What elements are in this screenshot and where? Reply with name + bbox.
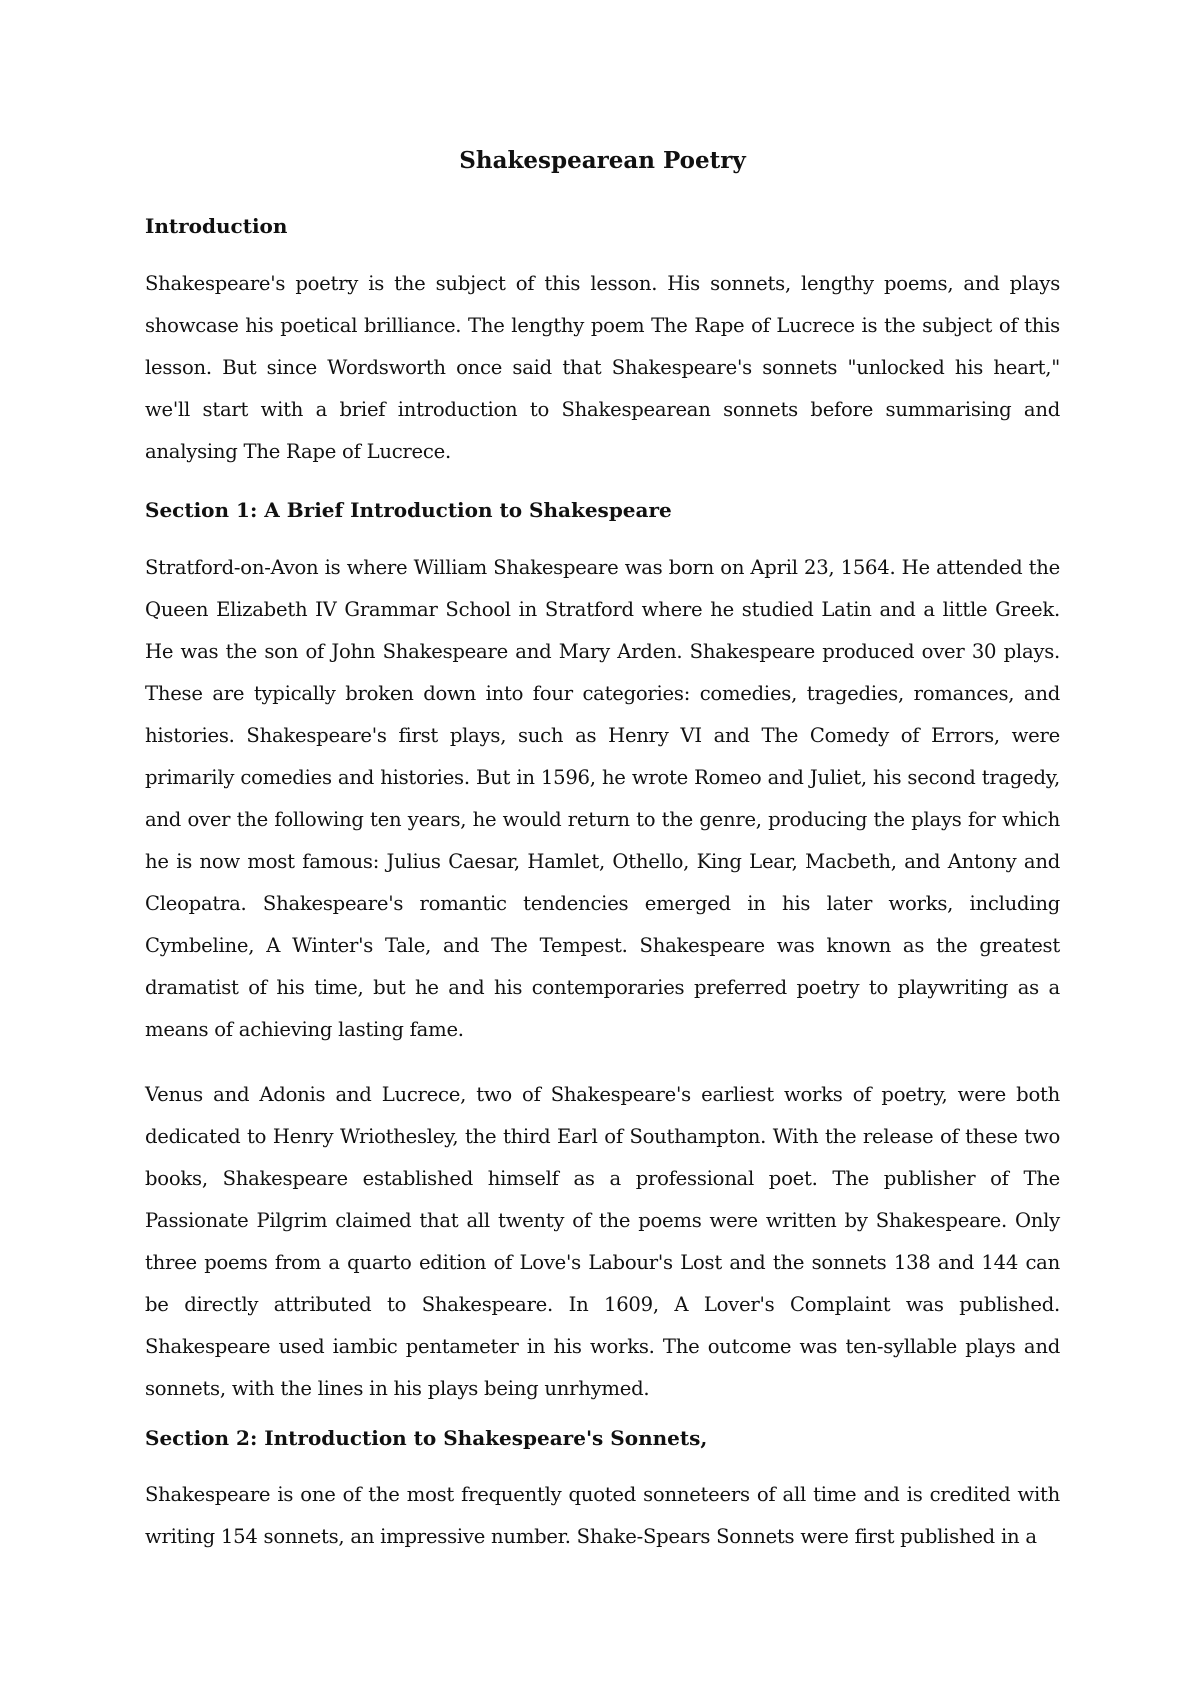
introduction-paragraph: Shakespeare's poetry is the subject of this lesson. His sonnets, lengthy poems, and plays showcase his poetical brilliance. The lengthy poem The Rape of Lucrece is the subject of this lesson. But since Wordsworth once said that Shakespeare's sonnets "unlocked his heart," we'll start with a brief introduction to Shakespearean sonnets before summarising and analysing The Rape of Lucrece. xyxy=(145,272,1060,463)
document-title: Shakespearean Poetry xyxy=(459,147,746,174)
section-1-paragraph-2: Venus and Adonis and Lucrece, two of Shakespeare's earliest works of poetry, were both dedicated to Henry Wriothesley, the third Earl of Southampton. With the release of these two books, Shakespeare established himself as a professional poet. The publisher of The Passionate Pilgrim claimed that all twenty of the poems were written by Shakespeare. Only three poems from a quarto edition of Love's Labour's Lost and the sonnets 138 and 144 can be directly attributed to Shakespeare. In 1609, A Lover's Complaint was published. Shakespeare used iambic pentameter in his works. The outcome was ten-syllable plays and sonnets, with the lines in his plays being unrhymed. xyxy=(145,1083,1060,1400)
section-2-paragraph-1: Shakespeare is one of the most frequently quoted sonneteers of all time and is credited with writing 154 sonnets, an impressive number. Shake-Spears Sonnets were first published in a xyxy=(145,1483,1060,1548)
section-heading-section-2: Section 2: Introduction to Shakespeare's Sonnets, xyxy=(145,1426,708,1450)
section-heading-section-1: Section 1: A Brief Introduction to Shakespeare xyxy=(145,498,672,522)
section-1-paragraph-1: Stratford-on-Avon is where William Shakespeare was born on April 23, 1564. He attended the Queen Elizabeth IV Grammar School in Stratford where he studied Latin and a little Greek. He was the son of John Shakespeare and Mary Arden. Shakespeare produced over 30 plays. These are typically broken down into four categories: comedies, tragedies, romances, and histories. Shakespeare's first plays, such as Henry VI and The Comedy of Errors, were primarily comedies and histories. But in 1596, he wrote Romeo and Juliet, his second tragedy, and over the following ten years, he would return to the genre, producing the plays for which he is now most famous: Julius Caesar, Hamlet, Othello, King Lear, Macbeth, and Antony and Cleopatra. Shakespeare's romantic tendencies emerged in his later works, including Cymbeline, A Winter's Tale, and The Tempest. Shakespeare was known as the greatest dramatist of his time, but he and his contemporaries preferred poetry to playwriting as a means of achieving lasting fame. xyxy=(145,556,1060,1041)
section-heading-introduction: Introduction xyxy=(145,214,288,238)
